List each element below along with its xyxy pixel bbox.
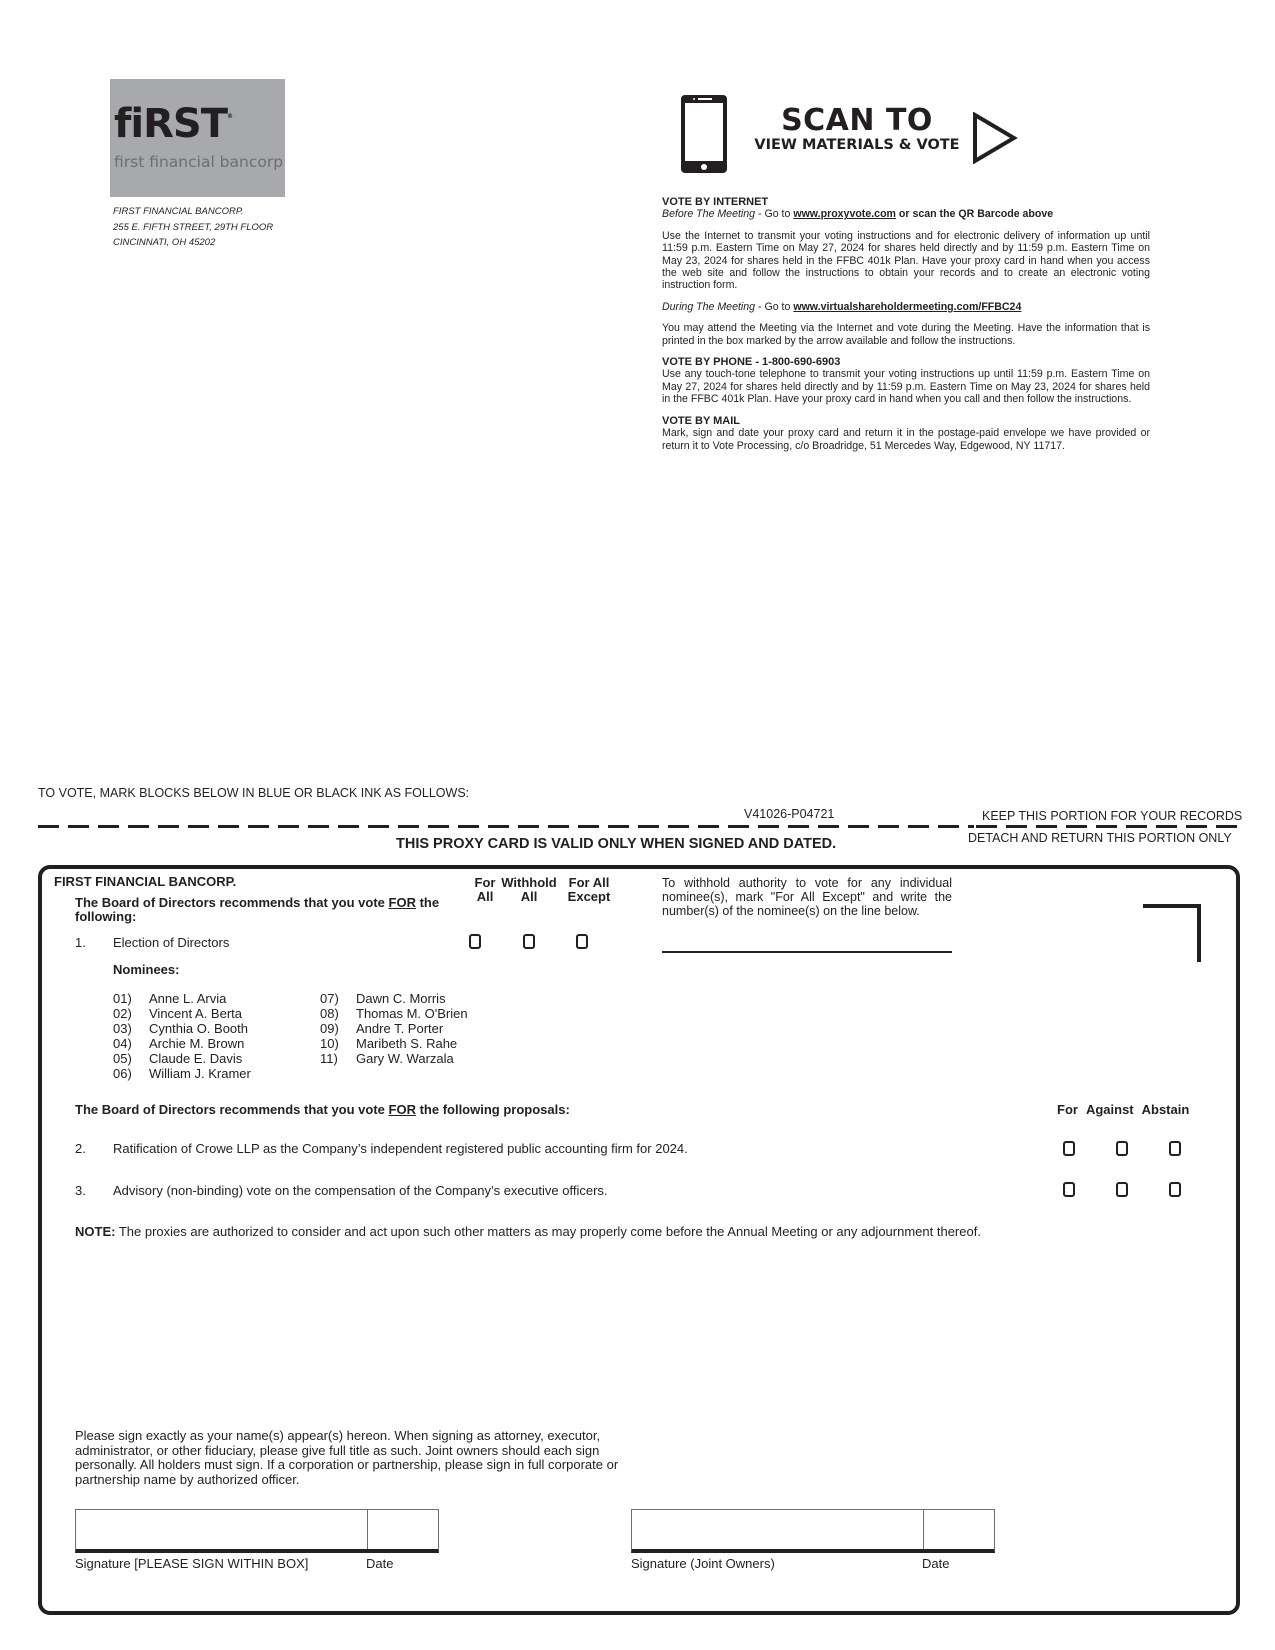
detach-return-label: DETACH AND RETURN THIS PORTION ONLY xyxy=(968,831,1232,845)
play-arrow-icon xyxy=(972,112,1018,164)
vote-by-phone-text: Use any touch-tone telephone to transmit your voting instructions up until 11:59 p.m. Eastern Time on May 27, 2024 for shares held directly and by 11:59 p.m. Eastern Time on May 23, 2024 for shares held in the FFBC 401k Plan. Have your proxy card in hand when you call and then follow the instructions. xyxy=(662,368,1150,406)
proposal-3-against-checkbox[interactable] xyxy=(1116,1182,1128,1197)
registration-corner-mark xyxy=(1143,904,1201,962)
proposal-2-against-checkbox[interactable] xyxy=(1116,1141,1128,1156)
joint-signature-field[interactable] xyxy=(632,1510,924,1549)
vote-by-mail-text: Mark, sign and date your proxy card and return it in the postage-paid envelope we have provided or return it to Vote Processing, c/o Broadridge, 51 Mercedes Way, Edgewood, NY 11717. xyxy=(662,427,1150,452)
virtual-meeting-link[interactable]: www.virtualshareholdermeeting.com/FFBC24 xyxy=(793,300,1022,313)
proposal-3-choices xyxy=(1063,1182,1222,1197)
for-all-except-checkbox[interactable] xyxy=(576,934,588,949)
nominee-item: 04) Archie M. Brown xyxy=(113,1036,245,1051)
logo-subtitle: first financial bancorp xyxy=(114,153,284,171)
to-vote-instruction: TO VOTE, MARK BLOCKS BELOW IN BLUE OR BLACK INK AS FOLLOWS: xyxy=(38,786,470,800)
nominee-item: 07) Dawn C. Morris xyxy=(320,991,446,1006)
proxy-card xyxy=(38,865,1240,1615)
control-number: V41026-P04721 xyxy=(744,807,835,821)
nominee-item: 09) Andre T. Porter xyxy=(320,1021,444,1036)
company-logo xyxy=(110,79,285,197)
nominee-item: 05) Claude E. Davis xyxy=(113,1051,243,1066)
joint-date-field[interactable] xyxy=(924,1510,994,1549)
nominee-item: 08) Thomas M. O'Brien xyxy=(320,1006,468,1021)
smartphone-icon xyxy=(680,94,728,174)
return-address: FIRST FINANCIAL BANCORP. 255 E. FIFTH STREET, 29TH FLOOR CINCINNATI, OH 45202 xyxy=(113,206,274,248)
joint-date-label: Date xyxy=(922,1556,950,1571)
withhold-instruction: To withhold authority to vote for any individual nominee(s), mark "For All Except" and write the number(s) of the nominee(s) on the line below. xyxy=(662,876,952,918)
proposal-2-for-checkbox[interactable] xyxy=(1063,1141,1075,1156)
joint-signature-label: Signature (Joint Owners) xyxy=(631,1556,775,1571)
before-meeting-line: Before The Meeting - Go to www.proxyvote.com or scan the QR Barcode above xyxy=(662,208,1054,221)
joint-signature-box xyxy=(631,1509,995,1553)
internet-during-text: You may attend the Meeting via the Internet and vote during the Meeting. Have the information that is printed in the box marked by the arrow available and follow the instructions. xyxy=(662,322,1150,347)
exception-nominee-input-line[interactable] xyxy=(662,951,952,953)
voting-instructions xyxy=(662,196,1150,452)
proposal-1: 1. Election of Directors xyxy=(75,935,230,950)
vote-by-internet-heading: VOTE BY INTERNET xyxy=(662,196,769,208)
proposal-3: 3. Advisory (non-binding) vote on the compensation of the Company’s executive officers. xyxy=(75,1183,608,1198)
proposal-3-abstain-checkbox[interactable] xyxy=(1169,1182,1181,1197)
nominee-item: 01) Anne L. Arvia xyxy=(113,991,227,1006)
nominee-item: 11) Gary W. Warzala xyxy=(320,1051,454,1066)
nominee-item: 03) Cynthia O. Booth xyxy=(113,1021,248,1036)
note-text: NOTE: The proxies are authorized to consider and act upon such other matters as may properly come before the Annual Meeting or any adjournment thereof. xyxy=(75,1224,981,1239)
detach-perforation-line-right xyxy=(976,825,1240,828)
nominee-list-right xyxy=(320,991,468,1066)
valid-notice: THIS PROXY CARD IS VALID ONLY WHEN SIGNED AND DATED. xyxy=(396,836,837,852)
proposal-2-choices xyxy=(1063,1141,1222,1156)
nominee-item: 06) William J. Kramer xyxy=(113,1066,251,1081)
keep-portion-label: KEEP THIS PORTION FOR YOUR RECORDS xyxy=(982,809,1243,823)
nominee-item: 02) Vincent A. Berta xyxy=(113,1006,242,1021)
internet-before-text: Use the Internet to transmit your voting instructions and for electronic delivery of information up until 11:59 p.m. Eastern Time on May 27, 2024 for shares held directly and by 11:59 p.m. Eastern Time on May 23, 2024 for shares held in the FFBC 401k Plan. Have your proxy card in hand when you access the web site and follow the instructions to obtain your records and to create an electronic voting instruction form. xyxy=(662,229,1150,292)
logo-wordmark: fiRST® xyxy=(114,101,233,147)
detach-perforation-line xyxy=(38,825,974,828)
nominee-list-left xyxy=(113,991,251,1081)
withhold-all-checkbox[interactable] xyxy=(523,934,535,949)
signature-label: Signature [PLEASE SIGN WITHIN BOX] xyxy=(75,1556,309,1571)
withhold-all-header: Withhold All xyxy=(501,875,557,904)
during-meeting-line: During The Meeting - Go to www.virtualshareholdermeeting.com/FFBC24 xyxy=(662,300,1022,313)
proposal-2: 2. Ratification of Crowe LLP as the Company’s independent registered public accounting firm for 2024. xyxy=(75,1141,688,1156)
for-all-header: For All xyxy=(474,875,496,904)
proposal-2-abstain-checkbox[interactable] xyxy=(1169,1141,1181,1156)
proposal-3-for-checkbox[interactable] xyxy=(1063,1182,1075,1197)
board-recommendation-proposals: The Board of Directors recommends that you vote FOR the following proposals: xyxy=(75,1102,570,1117)
proposal-vote-headers: For Against Abstain xyxy=(1057,1102,1190,1117)
date-label: Date xyxy=(366,1556,394,1571)
proxyvote-link[interactable]: www.proxyvote.com xyxy=(793,208,896,221)
signature-box xyxy=(75,1509,439,1553)
for-all-except-header: For All Except xyxy=(567,875,611,904)
date-field[interactable] xyxy=(368,1510,438,1549)
card-company-name: FIRST FINANCIAL BANCORP. xyxy=(54,874,237,889)
board-recommendation-directors: The Board of Directors recommends that you vote FOR the following: xyxy=(75,895,440,924)
signing-instruction: Please sign exactly as your name(s) appear(s) hereon. When signing as attorney, executor, administrator, or other fiduciary, please give full title as such. Joint owners should each sign personally. All holders must sign. If a corporation or partnership, please sign in full corporate or partnership name by authorized officer. xyxy=(75,1428,619,1487)
scan-to-vote-heading: SCAN TO VIEW MATERIALS & VOTE xyxy=(754,103,960,153)
nominees-label: Nominees: xyxy=(113,962,180,977)
for-all-checkbox[interactable] xyxy=(469,934,481,949)
nominee-item: 10) Maribeth S. Rahe xyxy=(320,1036,458,1051)
vote-by-mail-heading: VOTE BY MAIL xyxy=(662,414,741,427)
vote-by-phone-heading: VOTE BY PHONE - 1-800-690-6903 xyxy=(662,356,841,369)
signature-field[interactable] xyxy=(76,1510,368,1549)
